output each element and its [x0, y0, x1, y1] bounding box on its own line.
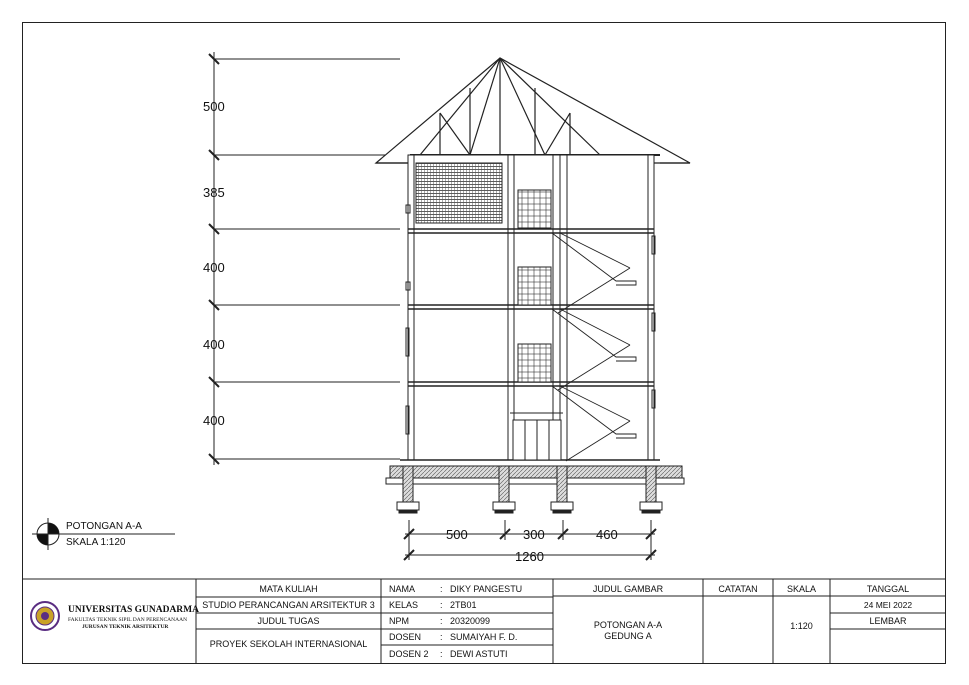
- tanggal-value: 24 MEI 2022: [863, 600, 913, 610]
- section-scale: SKALA 1:120: [66, 537, 126, 548]
- dim-total-width: 1260: [515, 549, 544, 564]
- mata-kuliah-value: STUDIO PERANCANGAN ARSITEKTUR 3: [202, 600, 375, 610]
- section-title: POTONGAN A-A: [66, 521, 142, 532]
- roof-truss: [376, 58, 690, 163]
- department-name: JURUSAN TEKNIK ARSITEKTUR: [82, 624, 169, 630]
- kelas-colon: :: [440, 600, 443, 610]
- dim-roof-height: 500: [203, 99, 225, 114]
- dosen-value: SUMAIYAH F. D.: [450, 632, 518, 642]
- npm-label: NPM: [389, 616, 409, 626]
- dim-floor4-height: 385: [203, 185, 225, 200]
- building-section: [400, 155, 660, 460]
- lembar-label: LEMBAR: [869, 616, 907, 626]
- vertical-dimension-chain: [209, 52, 400, 465]
- dim-span-2: 300: [523, 527, 545, 542]
- skala-label: SKALA: [786, 584, 817, 594]
- tanggal-label: TANGGAL: [866, 584, 910, 594]
- mata-kuliah-label: MATA KULIAH: [259, 584, 318, 594]
- kelas-label: KELAS: [389, 600, 419, 610]
- npm-colon: :: [440, 616, 443, 626]
- dosen2-colon: :: [440, 649, 443, 659]
- faculty-name: FAKULTAS TEKNIK SIPIL DAN PERENCANAAN: [68, 617, 188, 623]
- dosen-label: DOSEN: [389, 632, 422, 642]
- dim-floor2-height: 400: [203, 337, 225, 352]
- dosen2-value: DEWI ASTUTI: [450, 649, 508, 659]
- judul-gambar-line1: POTONGAN A-A: [593, 620, 663, 630]
- judul-gambar-label: JUDUL GAMBAR: [592, 584, 664, 594]
- dim-floor1-height: 400: [203, 413, 225, 428]
- judul-gambar-line2: GEDUNG A: [604, 631, 652, 641]
- dim-floor3-height: 400: [203, 260, 225, 275]
- npm-value: 20320099: [450, 616, 491, 626]
- dim-span-1: 500: [446, 527, 468, 542]
- nama-label: NAMA: [389, 584, 416, 594]
- ground-and-foundation: [386, 466, 684, 513]
- university-logo: [31, 602, 59, 630]
- nama-colon: :: [440, 584, 443, 594]
- skala-value: 1:120: [790, 621, 813, 631]
- university-name: UNIVERSITAS GUNADARMA: [68, 605, 199, 615]
- catatan-label: CATATAN: [718, 584, 758, 594]
- judul-tugas-value: PROYEK SEKOLAH INTERNASIONAL: [209, 639, 368, 649]
- dosen2-label: DOSEN 2: [389, 649, 429, 659]
- nama-value: DIKY PANGESTU: [450, 584, 523, 594]
- judul-tugas-label: JUDUL TUGAS: [257, 616, 320, 626]
- kelas-value: 2TB01: [450, 600, 477, 610]
- dim-span-3: 460: [596, 527, 618, 542]
- dosen-colon: :: [440, 632, 443, 642]
